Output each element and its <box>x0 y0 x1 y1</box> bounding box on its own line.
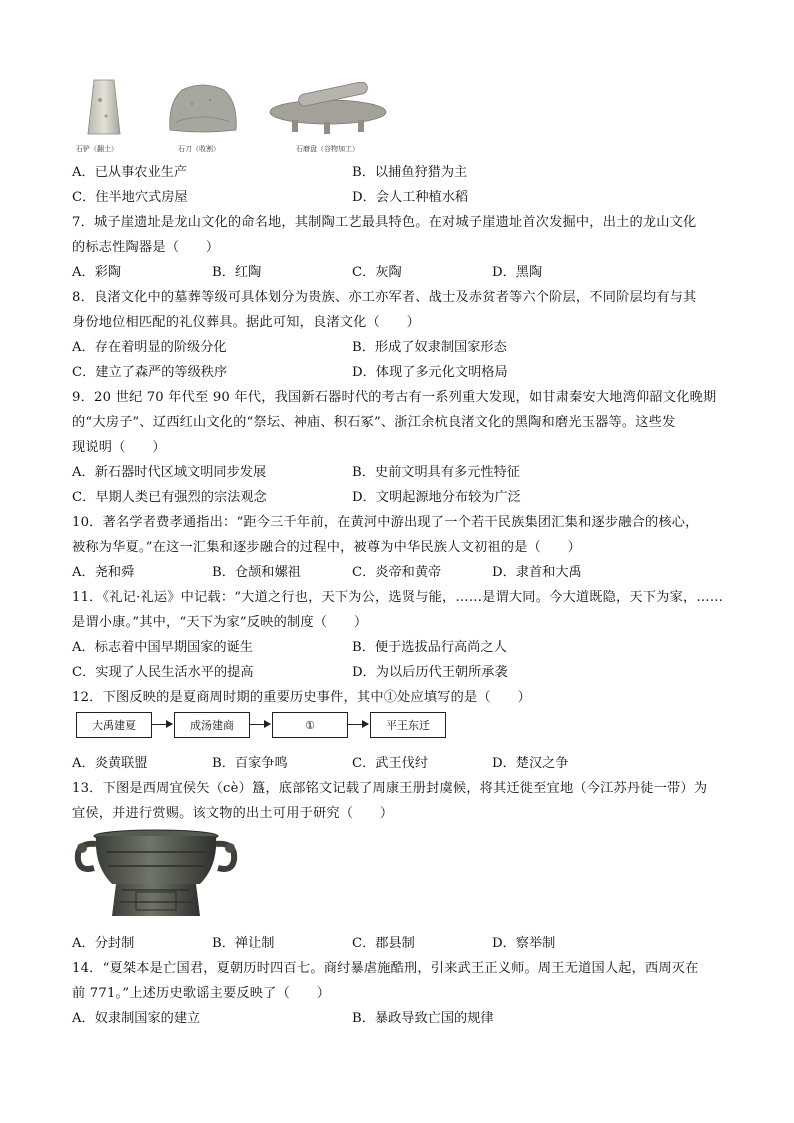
q7-stem-line-2: 的标志性陶器是（ ） <box>72 240 220 255</box>
flow-box-2: 成汤建商 <box>174 712 250 738</box>
q13-option-a: A．分封制 <box>72 936 135 951</box>
q11-option-d: D．为以后历代王朝所承袭 <box>352 665 508 680</box>
q9-option-d: D．文明起源地分布较为广泛 <box>352 490 521 505</box>
stone-mill-caption: 石磨盘（谷物加工） <box>296 145 359 153</box>
q13-option-b: B．禅让制 <box>212 936 275 951</box>
flow-box-1: 大禹建夏 <box>76 712 152 738</box>
q11-option-b: B．便于选拔品行高尚之人 <box>352 640 507 655</box>
flow-arrow-1 <box>152 724 172 725</box>
q13-option-d: D．察举制 <box>492 936 556 951</box>
bronze-gui-vessel-image <box>72 826 240 922</box>
q8-option-c: C．建立了森严的等级秩序 <box>72 365 228 380</box>
q12-option-c: C．武王伐纣 <box>352 756 429 771</box>
q8-option-b: B．形成了奴隶制国家形态 <box>352 340 507 355</box>
flow-arrow-2 <box>250 724 270 725</box>
q12-option-a: A．炎黄联盟 <box>72 756 148 771</box>
q6-option-d: D．会人工种植水稻 <box>352 190 469 205</box>
q10-stem-line-1: 10．著名学者费孝通指出：“距今三千年前，在黄河中游出现了一个若干民族集团汇集和逐步融合的核心， <box>72 515 699 530</box>
q9-stem-line-1: 9．20 世纪 70 年代至 90 年代，我国新石器时代的考古有一系列重大发现，如甘肃秦安大地湾仰韶文化晚期 <box>72 390 717 405</box>
q11-option-c: C．实现了人民生活水平的提高 <box>72 665 254 680</box>
flow-box-4: 平王东迁 <box>370 712 446 738</box>
q10-option-a: A．尧和舜 <box>72 565 135 580</box>
q8-stem-line-2: 身份地位相匹配的礼仪葬具。据此可知，良渚文化（ ） <box>72 315 421 330</box>
q9-stem-line-2: 的“大房子”、辽西红山文化的“祭坛、神庙、积石冢”、浙江余杭良渚文化的黑陶和磨光玉器等。这些发 <box>72 415 676 430</box>
q14-option-b: B．暴政导致亡国的规律 <box>352 1011 494 1026</box>
flow-arrow-3 <box>348 724 368 725</box>
q11-stem-line-2: 是谓小康。”其中，“天下为家”反映的制度（ ） <box>72 615 368 630</box>
q12-option-b: B．百家争鸣 <box>212 756 288 771</box>
q10-option-c: C．炎帝和黄帝 <box>352 565 442 580</box>
q10-option-d: D．隶首和大禹 <box>492 565 582 580</box>
stone-shovel-image <box>86 78 122 136</box>
q7-stem-line-1: 7．城子崖遗址是龙山文化的命名地，其制陶工艺最具特色。在对城子崖遗址首次发掘中，出土的龙山文化 <box>72 215 697 230</box>
q12-option-d: D．楚汉之争 <box>492 756 569 771</box>
q11-stem-line-1: 11．《礼记·礼运》中记载：“大道之行也，天下为公，选贤与能，……是谓大同。今大道既隐，天下为家，…… <box>72 590 724 605</box>
q7-option-c: C．灰陶 <box>352 265 402 280</box>
q7-option-a: A．彩陶 <box>72 265 122 280</box>
q11-option-a: A．标志着中国早期国家的诞生 <box>72 640 253 655</box>
q12-stem-line-1: 12．下图反映的是夏商周时期的重要历史事件，其中①处应填写的是（ ） <box>72 690 531 705</box>
q8-option-d: D．体现了多元化文明格局 <box>352 365 508 380</box>
q6-option-c: C．住半地穴式房屋 <box>72 190 188 205</box>
q10-stem-line-2: 被称为华夏。”在这一汇集和逐步融合的过程中，被尊为中华民族人文初祖的是（ ） <box>72 540 582 555</box>
q8-stem-line-1: 8．良渚文化中的墓葬等级可具体划分为贵族、亦工亦军者、战士及赤贫者等六个阶层，不同阶层均有与其 <box>72 290 697 305</box>
q13-stem-line-2: 宜侯，并进行赏赐。该文物的出土可用于研究（ ） <box>72 806 394 821</box>
stone-mill-image <box>268 82 388 136</box>
q9-option-c: C．早期人类已有强烈的宗法观念 <box>72 490 267 505</box>
q14-option-a: A．奴隶制国家的建立 <box>72 1011 201 1026</box>
q6-option-a: A．已从事农业生产 <box>72 165 188 180</box>
q14-stem-line-2: 前 771。”上述历史歌谣主要反映了（ ） <box>72 986 331 1001</box>
q7-option-d: D．黑陶 <box>492 265 543 280</box>
q9-stem-line-3: 现说明（ ） <box>72 440 166 455</box>
q13-option-c: C．郡县制 <box>352 936 415 951</box>
q8-option-a: A．存在着明显的阶级分化 <box>72 340 227 355</box>
q7-option-b: B．红陶 <box>212 265 262 280</box>
stone-knife-image <box>166 82 240 134</box>
stone-knife-caption: 石刀（收割） <box>178 145 220 153</box>
q9-option-b: B．史前文明具有多元性特征 <box>352 465 520 480</box>
q14-stem-line-1: 14．“夏桀本是亡国君，夏朝历时四百七。商纣暴虐施酷刑，引来武王正义师。周王无道国人起，西周灭在 <box>72 961 699 976</box>
stone-shovel-caption: 石铲（翻土） <box>76 145 118 153</box>
q13-stem-line-1: 13．下图是西周宜侯矢（cè）簋，底部铭文记载了周康王册封虞候，将其迁徙至宜地（今江苏丹徒一带）为 <box>72 781 708 796</box>
q6-option-b: B．以捕鱼狩猎为主 <box>352 165 468 180</box>
q9-option-a: A．新石器时代区域文明同步发展 <box>72 465 267 480</box>
q10-option-b: B．仓颉和嫘祖 <box>212 565 301 580</box>
flow-box-3: ① <box>272 712 348 738</box>
